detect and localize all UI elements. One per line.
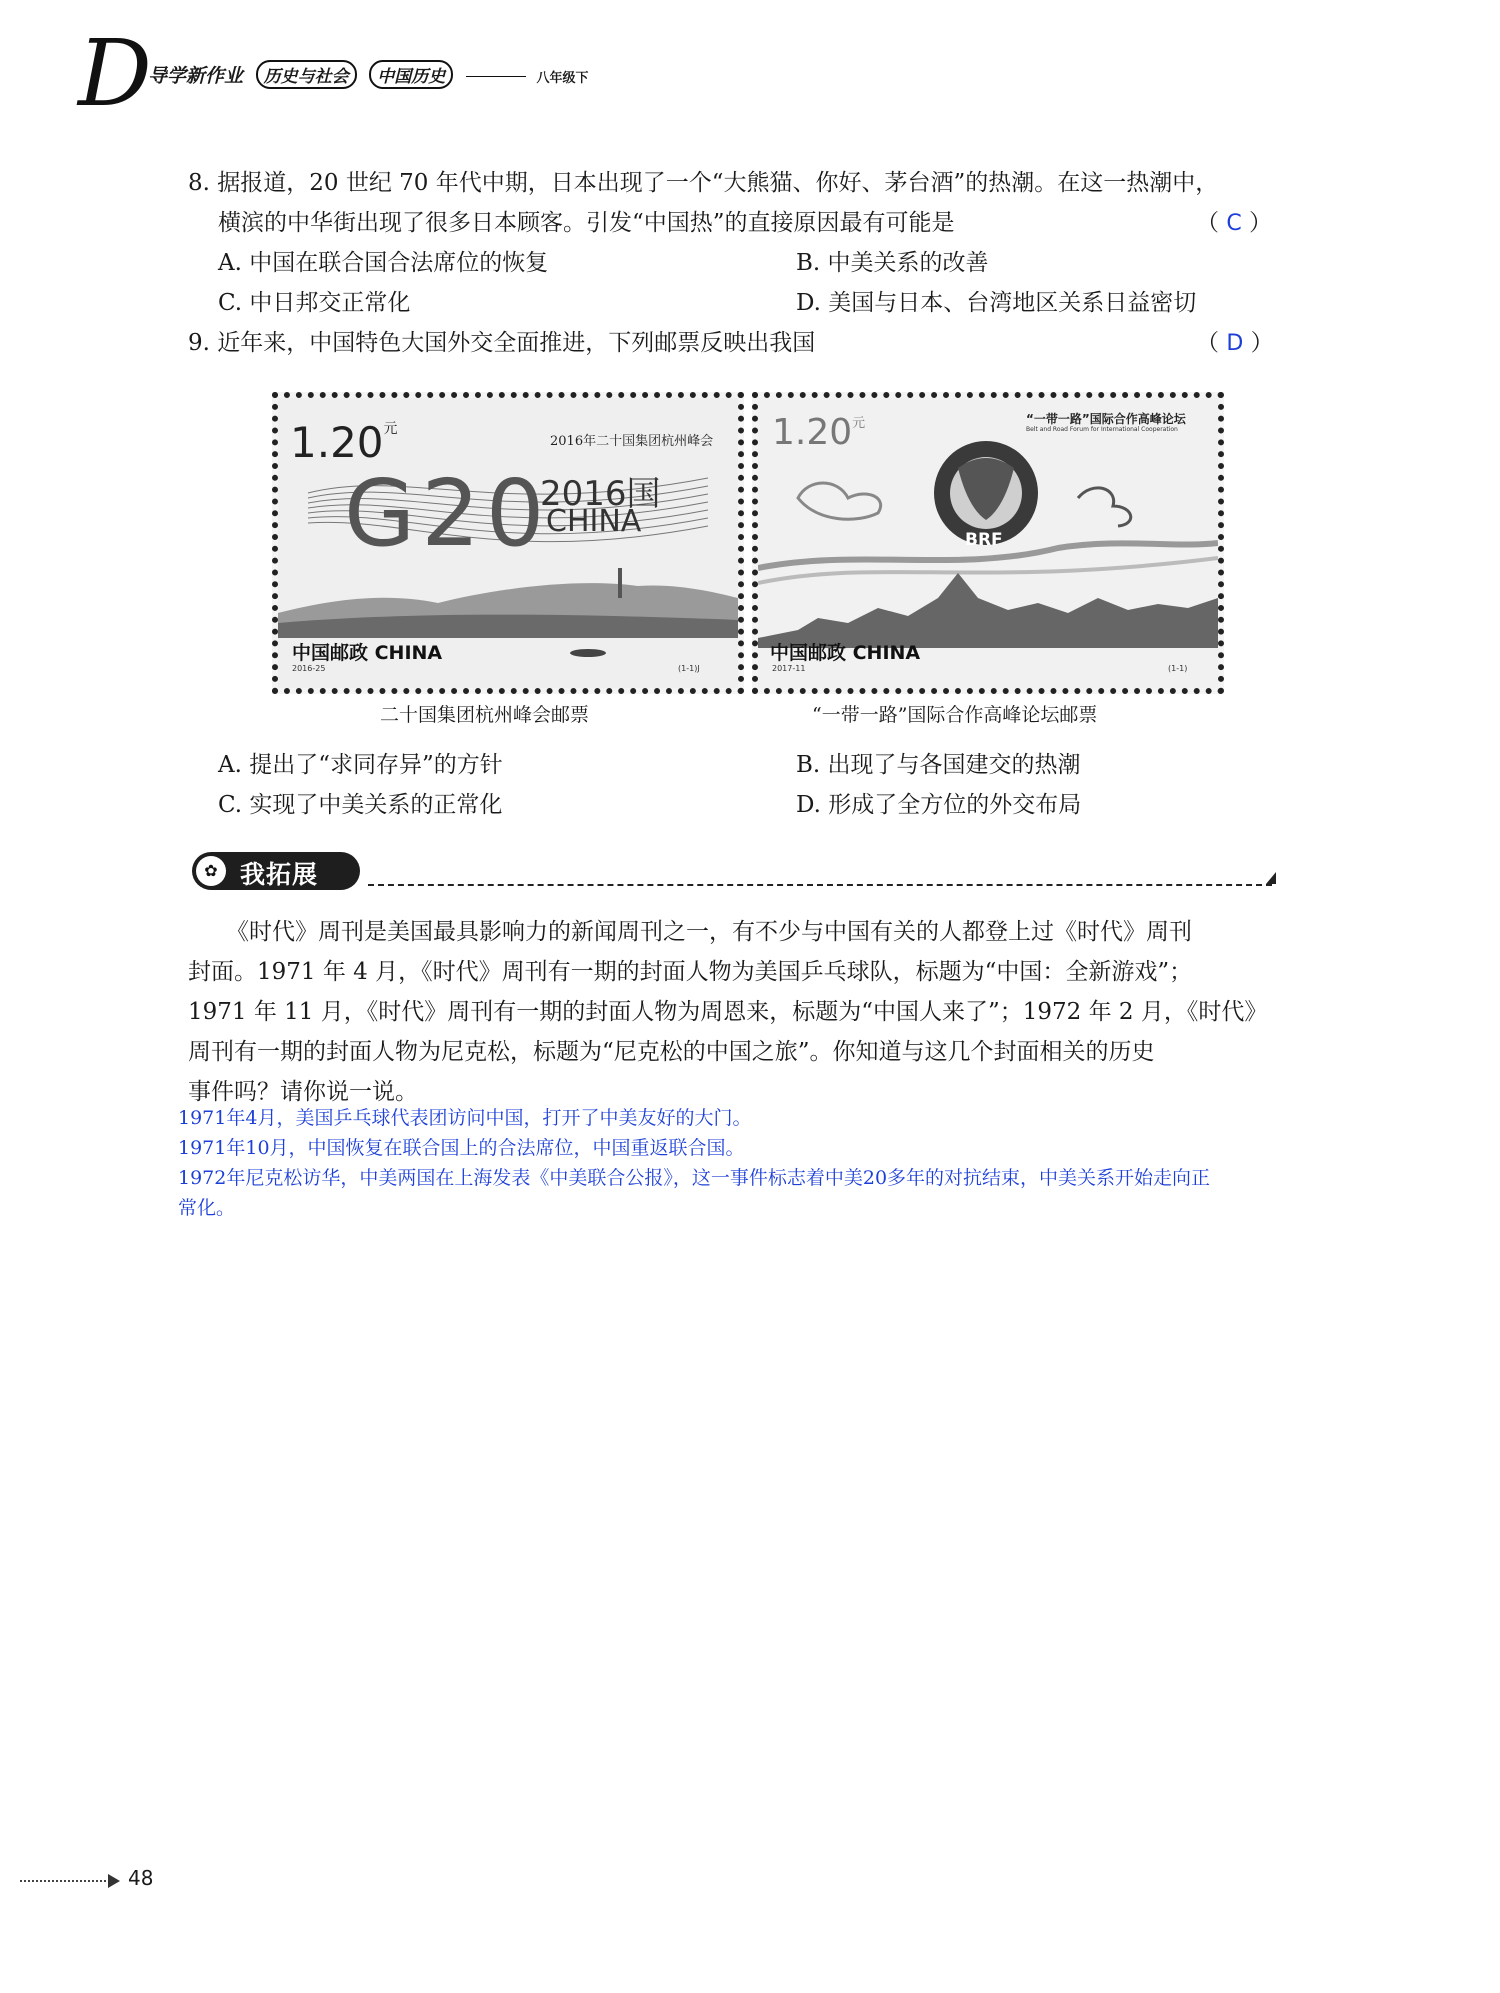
footer-dotted-line: [20, 1880, 110, 1882]
section-banner: [192, 852, 360, 890]
stamp1-caption: 二十国集团杭州峰会邮票: [380, 704, 590, 726]
q8-answer-blank: （ C ）: [1196, 210, 1272, 236]
q9-answer: D: [1226, 331, 1244, 356]
stamp2-code: 2017-11: [772, 664, 806, 673]
answer-line-2: 1971年10月，中国恢复在联合国上的合法席位，中国重返联合国。: [178, 1137, 745, 1159]
answer-line-1: 1971年4月，美国乒乓球代表团访问中国，打开了中美友好的大门。: [178, 1107, 752, 1129]
stamp2-brf-logo: BRF: [965, 530, 1003, 550]
stamp2-post-mark: 中国邮政 CHINA: [770, 642, 921, 664]
page-header: [148, 60, 589, 89]
stamp1-face-value: 1.20: [290, 418, 384, 467]
q9-option-d: D. 形成了全方位的外交布局: [796, 792, 1082, 818]
stamp2-serial: (1-1): [1168, 664, 1188, 673]
stamp2-event-english: Belt and Road Forum for International Cooperation: [1026, 426, 1178, 433]
series-title: 导学新作业: [148, 65, 244, 87]
extension-paragraph-line-4: 周刊有一期的封面人物为尼克松，标题为“尼克松的中国之旅”。你知道与这几个封面相关的历史: [188, 1039, 1155, 1065]
arrow-right-icon: [108, 1874, 120, 1888]
q8-stem-line-1: 8. 据报道，20 世纪 70 年代中期，日本出现了一个“大熊猫、你好、茅台酒”的热潮。在这一热潮中，: [188, 170, 1219, 196]
stamp1-china-char: 国: [626, 474, 661, 514]
section-title: 我拓展: [240, 860, 319, 889]
q9-option-b: B. 出现了与各国建交的热潮: [796, 752, 1081, 778]
section-divider: [368, 884, 1272, 886]
q8-option-c: C. 中日邦交正常化: [218, 290, 411, 316]
extension-paragraph-line-5: 事件吗？请你说一说。: [188, 1079, 418, 1105]
stamp-belt-and-road: [752, 392, 1224, 694]
q9-option-a: A. 提出了“求同存异”的方针: [218, 752, 503, 778]
stamp2-caption: “一带一路”国际合作高峰论坛邮票: [812, 704, 1098, 726]
stamp1-country: CHINA: [546, 504, 642, 539]
q8-answer: C: [1226, 211, 1242, 236]
extension-paragraph-line-1: 《时代》周刊是美国最具影响力的新闻周刊之一，有不少与中国有关的人都登上过《时代》周刊: [226, 919, 1192, 945]
stamp1-g20-logo: G20: [344, 460, 551, 567]
subject-badge-1: 历史与社会: [256, 60, 357, 89]
q8-option-a: A. 中国在联合国合法席位的恢复: [218, 250, 549, 276]
q9-answer-blank: （ D ）: [1196, 330, 1274, 356]
stamp1-event-title: 2016年二十国集团杭州峰会: [550, 434, 714, 449]
stamp1-year: 2016: [540, 474, 627, 514]
q9-stem: 9. 近年来，中国特色大国外交全面推进，下列邮票反映出我国: [188, 330, 816, 356]
header-dash: [466, 76, 526, 77]
page-number: 48: [128, 1866, 154, 1890]
grade-label: 八年级下: [536, 71, 589, 86]
stamp1-yuan: 元: [383, 421, 398, 437]
stamp1-code: 2016-25: [292, 664, 326, 673]
subject-badge-2: 中国历史: [369, 60, 453, 89]
stamp1-post-mark: 中国邮政 CHINA: [292, 642, 443, 664]
extension-paragraph-line-3: 1971 年 11 月，《时代》周刊有一期的封面人物为周恩来，标题为“中国人来了”；1972 年 2 月，《时代》: [188, 999, 1268, 1025]
stamp1-serial: (1-1)J: [678, 664, 700, 673]
divider-corner-icon: [1266, 872, 1276, 884]
stamp2-event-title: “一带一路”国际合作高峰论坛: [1026, 412, 1186, 426]
leaf-icon: ✿: [196, 856, 226, 886]
answer-line-3: 1972年尼克松访华，中美两国在上海发表《中美联合公报》，这一事件标志着中美20多年的对抗结束，中美关系开始走向正: [178, 1167, 1211, 1189]
q8-option-d: D. 美国与日本、台湾地区关系日益密切: [796, 290, 1197, 316]
q9-option-c: C. 实现了中美关系的正常化: [218, 792, 503, 818]
extension-paragraph-line-2: 封面。1971 年 4 月，《时代》周刊有一期的封面人物为美国乒乓球队，标题为“中国：全新游戏”；: [188, 959, 1193, 985]
stamp2-yuan: 元: [852, 416, 866, 431]
answer-line-4: 常化。: [178, 1197, 236, 1219]
q8-stem-line-2: 横滨的中华街出现了很多日本顾客。引发“中国热”的直接原因最有可能是: [218, 210, 955, 236]
stamp-g20-hangzhou: [272, 392, 744, 694]
series-logo-letter: D: [78, 20, 152, 127]
q8-option-b: B. 中美关系的改善: [796, 250, 989, 276]
stamp2-face-value: 1.20: [772, 412, 853, 453]
